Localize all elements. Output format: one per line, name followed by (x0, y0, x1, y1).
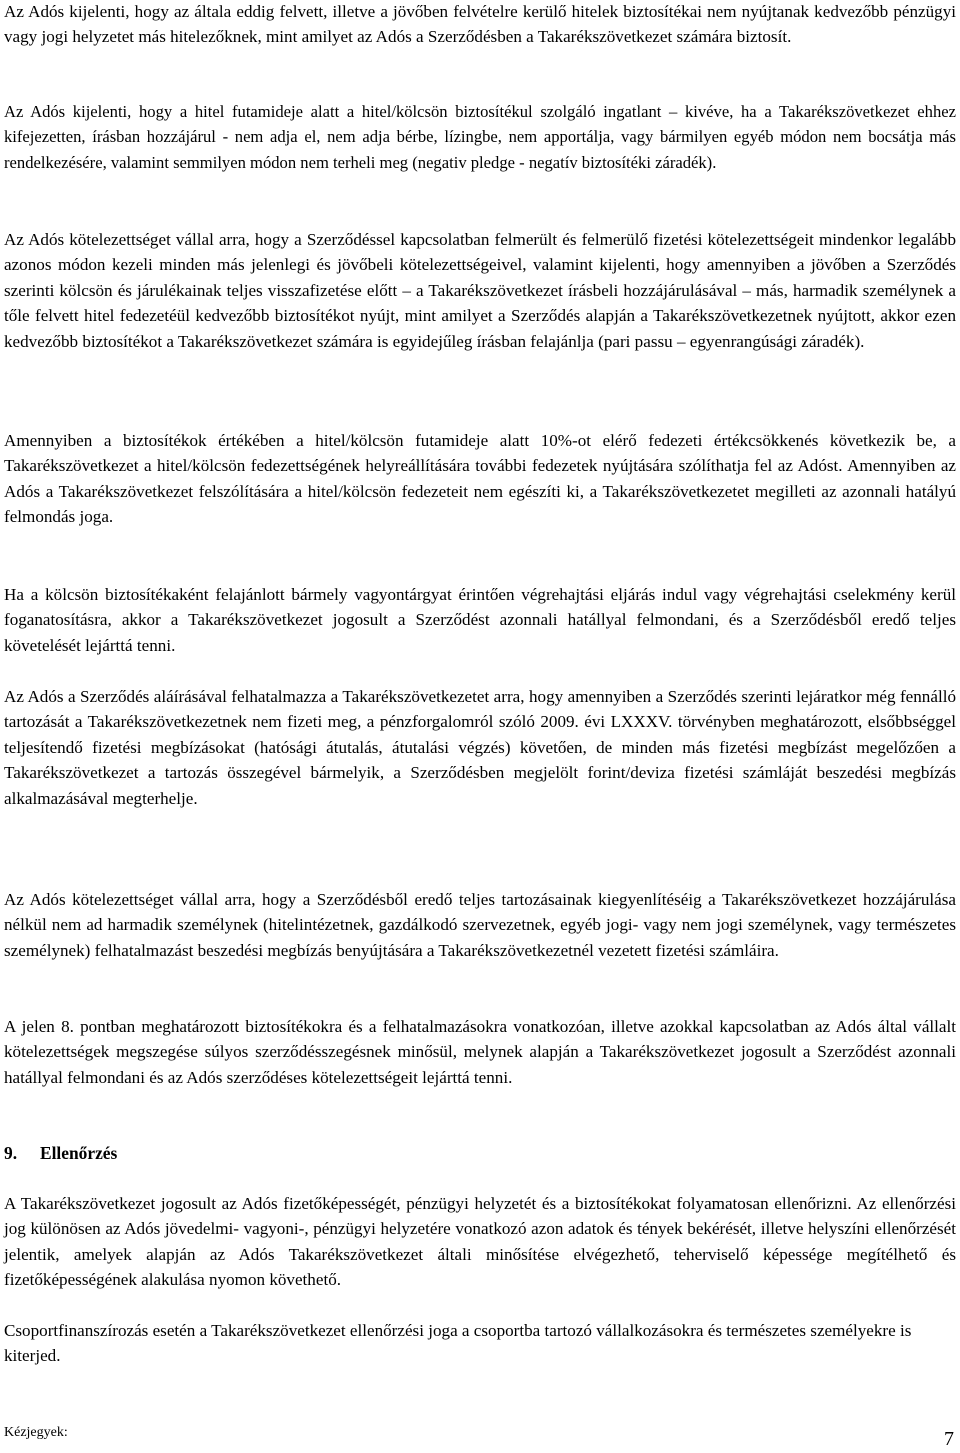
paragraph-6: Az Adós a Szerződés aláírásával felhatalmazza a Takarékszövetkezetet arra, hogy amennyiben a Szerződés szerinti lejáratkor még fennálló tartozását a Takarékszövetkezetnek nem fizeti meg, a pénzforgalomról szóló 2009. évi LXXXV. törvényben meghatározott, elsőbbséggel teljesítendő fizetési megbízásokat (hatósági átutalás, átutalási végzés) követően, de minden más fizetési megbízást megelőzően a Takarékszövetkezet a tartozás összegével bármelyik, a Szerződésben megjelölt forint/deviza fizetési számláját beszedési megbízás alkalmazásával megterhelje. (4, 687, 956, 808)
initials-label: Kézjegyek: (4, 1425, 68, 1440)
paragraph-8: A jelen 8. pontban meghatározott biztosítékokra és a felhatalmazásokra vonatkozóan, illetve azokkal kapcsolatban az Adós által vállalt kötelezettségek megszegése súlyos szerződésszegésnek minősül, melynek alapján a Takarékszövetkezet jogosult a Szerződést azonnali hatállyal felmondani és az Adós szerződéses kötelezettségeit lejárttá tenni. (4, 1017, 956, 1087)
section-title: Ellenőrzés (40, 1143, 118, 1163)
paragraph-5: Ha a kölcsön biztosítékaként felajánlott bármely vagyontárgyat érintően végrehajtási eljárás indul vagy végrehajtási cselekmény kerül foganatosításra, akkor a Takarékszövetkezet jogosult a Szerződést azonnali hatállyal felmondani, és a Szerződésből eredő teljes követelését lejárttá tenni. (4, 585, 956, 655)
section-paragraph-1: A Takarékszövetkezet jogosult az Adós fizetőképességét, pénzügyi helyzetét és a biztosítékokat folyamatosan ellenőrizni. Az ellenőrzési jog különösen az Adós jövedelmi- vagyoni-, pénzügyi helyzetére vonatkozó azon adatok és tények bekérését, illetve helyszíni ellenőrzését jelentik, amelyek alapján az Adós Takarékszövetkezet általi minősítése elvégezhető, teherviselő képessége megítélhető és fizetőképességének alakulása nyomon követhető. (4, 1194, 956, 1290)
paragraph-3: Az Adós kötelezettséget vállal arra, hogy a Szerződéssel kapcsolatban felmerült és felmerülő fizetési kötelezettségeit mindenkor legalább azonos módon kezeli minden más jelenlegi és jövőbeli kötelezettségeivel, valamint kijelenti, hogy amennyiben a jövőben a Szerződés szerinti kölcsön és járulékainak teljes visszafizetése előtt – a Takarékszövetkezet írásbeli hozzájárulásával – más, harmadik személynek a tőle felvett hitel fedezetéül kedvezőbb biztosítékot nyújt, mint amilyet a Szerződés alapján a Takarékszövetkezetnek nyújtott, akkor ezen kedvezőbb biztosítékot a Takarékszövetkezet számára is egyidejűleg írásban felajánlja (pari passu – egyenrangúsági záradék). (4, 230, 956, 351)
paragraph-4: Amennyiben a biztosítékok értékében a hitel/kölcsön futamideje alatt 10%-ot elérő fedezeti értékcsökkenés következik be, a Takarékszövetkezet a hitel/kölcsön fedezettségének helyreállítására további fedezetek nyújtására szólíthatja fel az Adóst. Amennyiben az Adós a Takarékszövetkezet felszólítására a hitel/kölcsön fedezeteit nem egészíti ki, a Takarékszövetkezetet megilleti az azonnali hatályú felmondás joga. (4, 431, 956, 527)
section-paragraph-2: Csoportfinanszírozás esetén a Takarékszövetkezet ellenőrzési joga a csoportba tartozó vállalkozásokra és természetes személyekre is kiterjed. (4, 1321, 912, 1366)
section-heading (4, 1141, 117, 1166)
section-number: 9. (4, 1143, 18, 1163)
paragraph-1: Az Adós kijelenti, hogy az általa eddig felvett, illetve a jövőben felvételre kerülő hitelek biztosítékai nem nyújtanak kedvezőbb pénzügyi vagy jogi helyzetet más hitelezőknek, mint amilyet az Adós a Szerződésben a Takarékszövetkezet számára biztosít. (4, 2, 956, 47)
paragraph-7: Az Adós kötelezettséget vállal arra, hogy a Szerződésből eredő teljes tartozásainak kiegyenlítéséig a Takarékszövetkezet hozzájárulása nélkül nem ad harmadik személynek (hitelintézetnek, gazdálkodó szervezetnek, egyéb jogi- vagy nem jogi személynek, vagy természetes személynek) felhatalmazást beszedési megbízás benyújtására a Takarékszövetkezetnél vezetett fizetési számláira. (4, 890, 956, 960)
paragraph-2: Az Adós kijelenti, hogy a hitel futamideje alatt a hitel/kölcsön biztosítékul szolgáló ingatlant – kivéve, ha a Takarékszövetkezet ehhez kifejezetten, írásban hozzájárul - nem adja el, nem adja bérbe, lízingbe, nem apportálja, vagy bármilyen egyéb módon nem bocsátja más rendelkezésére, valamint semmilyen módon nem terheli meg (negativ pledge - negatív biztosítéki záradék). (4, 102, 956, 172)
page-number: 7 (944, 1428, 954, 1450)
